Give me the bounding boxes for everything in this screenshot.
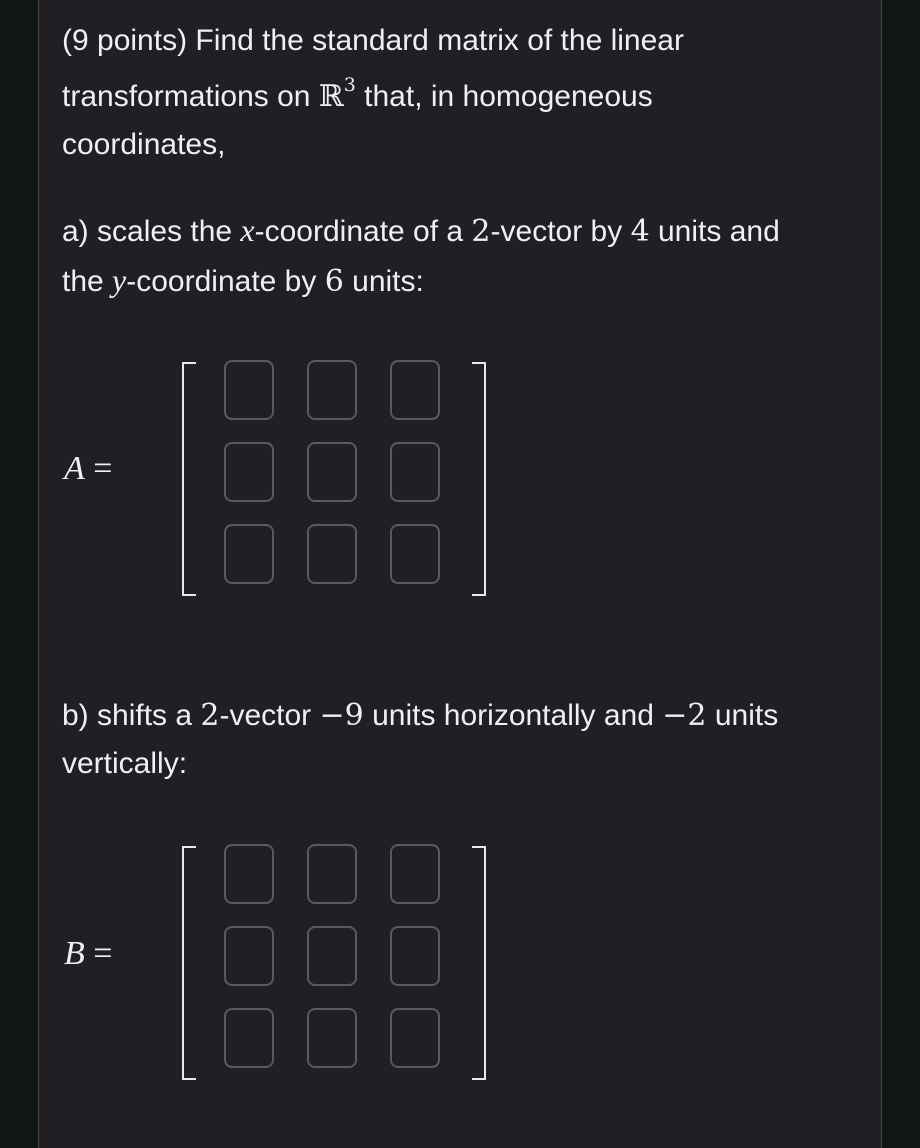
part-a-prompt: a) scales the x-coordinate of a 2-vector by 4 units and the y-coordinate by 6 units: (62, 212, 780, 299)
matrix-b-cell-2-2[interactable] (307, 926, 357, 986)
matrix-b-left-bracket (182, 846, 196, 1080)
matrix-b-cell-2-1[interactable] (224, 926, 274, 986)
matrix-a-cell-3-2[interactable] (307, 524, 357, 584)
matrix-a-label: A = (64, 450, 113, 487)
matrix-a-cell-3-1[interactable] (224, 524, 274, 584)
matrix-a-cell-2-1[interactable] (224, 442, 274, 502)
matrix-b-cell-1-1[interactable] (224, 844, 274, 904)
matrix-a-cell-3-3[interactable] (390, 524, 440, 584)
question-card (38, 0, 882, 1148)
matrix-b-cell-2-3[interactable] (390, 926, 440, 986)
intro-line-1: (9 points) Find the standard matrix of the linear (62, 24, 684, 57)
matrix-b-cell-3-2[interactable] (307, 1008, 357, 1068)
matrix-a-cell-1-3[interactable] (390, 360, 440, 420)
matrix-a-cell-2-3[interactable] (390, 442, 440, 502)
matrix-b-cell-1-2[interactable] (307, 844, 357, 904)
matrix-b-cell-3-1[interactable] (224, 1008, 274, 1068)
matrix-a-cell-2-2[interactable] (307, 442, 357, 502)
real-space-symbol: ℝ (318, 79, 344, 114)
matrix-b-label: B = (64, 935, 113, 972)
matrix-b-right-bracket (472, 846, 486, 1080)
matrix-a-cell-1-1[interactable] (224, 360, 274, 420)
matrix-a-right-bracket (472, 362, 486, 596)
matrix-a-cell-1-2[interactable] (307, 360, 357, 420)
matrix-b-cell-3-3[interactable] (390, 1008, 440, 1068)
matrix-b-cell-1-3[interactable] (390, 844, 440, 904)
part-b-prompt: b) shifts a 2-vector −9 units horizontally and −2 units vertically: (62, 698, 779, 780)
matrix-a-left-bracket (182, 362, 196, 596)
question-intro: (9 points) Find the standard matrix of the linear transformations on ℝ$^3$ that, in homogeneous coordinates, (62, 24, 684, 161)
